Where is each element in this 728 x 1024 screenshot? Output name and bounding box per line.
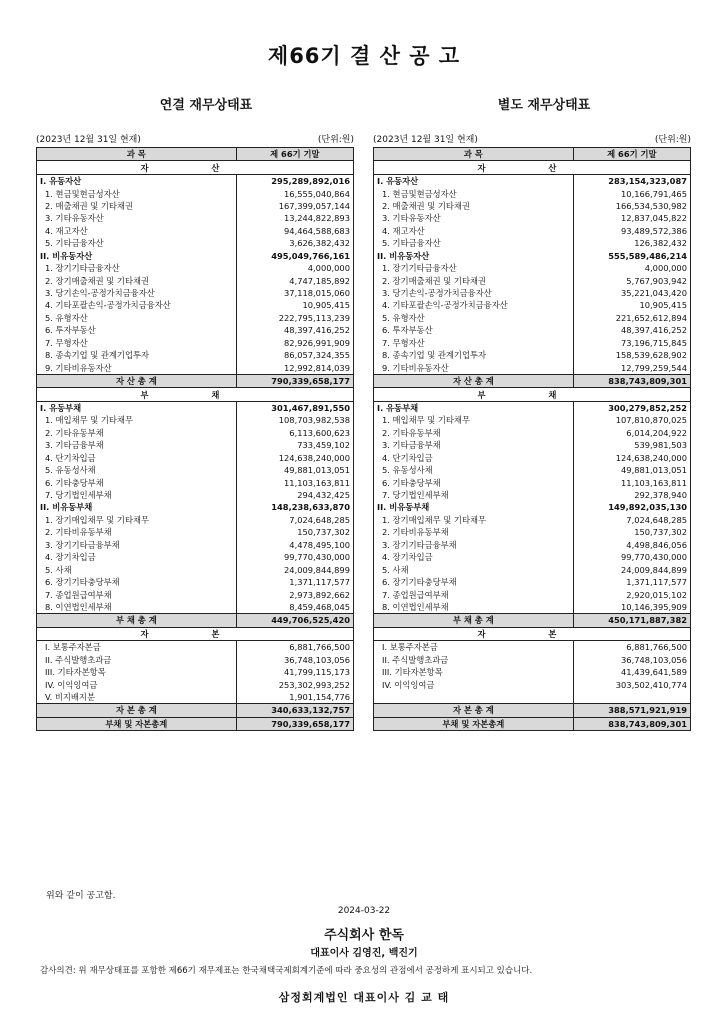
total-row	[374, 614, 691, 627]
group-row	[374, 501, 691, 513]
row-amount: 4,000,000	[236, 262, 353, 274]
table-row	[37, 200, 354, 212]
row-amount: 94,464,588,683	[236, 225, 353, 237]
separate-panel	[373, 134, 691, 731]
section-header-row	[37, 388, 354, 401]
table-row	[374, 349, 691, 361]
row-label: 4. 재고자산	[382, 225, 425, 236]
row-amount: 150,737,302	[236, 526, 353, 538]
table-row	[374, 237, 691, 249]
row-amount: 48,397,416,252	[236, 324, 353, 336]
row-label: 5. 유형자산	[382, 312, 425, 323]
row-label: III. 기타자본항목	[382, 667, 443, 678]
table-row	[37, 489, 354, 501]
row-amount: 10,146,395,909	[573, 601, 690, 614]
row-amount: 167,399,057,144	[236, 200, 353, 212]
row-label: 4. 기타포괄손익-공정가치금융자산	[382, 300, 508, 311]
table-row	[37, 654, 354, 666]
row-amount: 294,432,425	[236, 489, 353, 501]
row-amount: 303,502,410,774	[573, 678, 690, 690]
table-row	[374, 324, 691, 336]
table-row	[374, 514, 691, 526]
row-label: 자 본 총 계	[374, 704, 574, 717]
row-label: 자 산 총 계	[37, 374, 237, 387]
table-row	[374, 200, 691, 212]
row-amount: 790,339,658,177	[236, 374, 353, 387]
table-row	[374, 187, 691, 199]
row-label: 8. 종속기업 및 관계기업투자	[45, 350, 149, 361]
row-amount: 37,118,015,060	[236, 287, 353, 299]
table-row	[37, 337, 354, 349]
row-label: 3. 당기손익-공정가치금융자산	[382, 288, 492, 299]
row-label: 자 본 총 계	[37, 704, 237, 717]
row-label: 9. 기타비유동자산	[45, 362, 112, 373]
row-label: 3. 기타유동자산	[382, 213, 441, 224]
row-label: 1. 현금및현금성자산	[45, 188, 120, 199]
table-row	[37, 274, 354, 286]
table-row	[37, 666, 354, 678]
row-label: I. 유동부채	[377, 402, 419, 413]
total-row	[37, 374, 354, 387]
row-amount: 16,555,040,864	[236, 187, 353, 199]
section-label: 부 채	[37, 388, 354, 401]
group-row	[37, 501, 354, 513]
table-row	[37, 476, 354, 488]
row-label: 5. 유동성사채	[382, 465, 433, 476]
row-label: 4. 재고자산	[45, 225, 88, 236]
row-amount: 35,221,043,420	[573, 287, 690, 299]
row-amount: 12,799,259,544	[573, 361, 690, 374]
row-amount: 107,810,870,025	[573, 414, 690, 426]
row-amount: 300,279,852,252	[573, 401, 690, 414]
section-header-row	[37, 161, 354, 174]
table-row	[37, 262, 354, 274]
row-amount: 99,770,430,000	[573, 551, 690, 563]
row-label: 7. 무형자산	[45, 337, 88, 348]
row-amount: 295,289,892,016	[236, 174, 353, 187]
row-label: 5. 유형자산	[45, 312, 88, 323]
row-label: 3. 기타금융부채	[45, 440, 104, 451]
row-amount: 93,489,572,386	[573, 225, 690, 237]
total-row	[37, 614, 354, 627]
row-label	[374, 691, 574, 704]
total-row	[374, 374, 691, 387]
row-label: 1. 장기기타금융자산	[382, 263, 457, 274]
table-row	[37, 641, 354, 654]
group-row	[374, 174, 691, 187]
row-label: 6. 투자부동산	[45, 325, 96, 336]
row-amount: 301,467,891,550	[236, 401, 353, 414]
row-label: 5. 사채	[382, 564, 409, 575]
table-row	[374, 212, 691, 224]
row-label: 1. 장기매입채무 및 기타채무	[45, 514, 149, 525]
table-row	[374, 427, 691, 439]
row-amount: 126,382,432	[573, 237, 690, 249]
row-label: 7. 당기법인세부채	[382, 490, 449, 501]
table-row	[374, 361, 691, 374]
table-row	[374, 414, 691, 426]
table-row	[37, 439, 354, 451]
row-label: 1. 매입채무 및 기타채무	[45, 415, 133, 426]
table-row	[37, 539, 354, 551]
table-row	[37, 514, 354, 526]
row-label: 6. 기타충당부채	[45, 477, 104, 488]
group-row	[37, 174, 354, 187]
table-row	[37, 312, 354, 324]
table-row	[37, 187, 354, 199]
table-row	[37, 414, 354, 426]
row-amount: 6,881,766,500	[236, 641, 353, 654]
total-row	[37, 704, 354, 717]
table-row	[374, 588, 691, 600]
row-label: 8. 종속기업 및 관계기업투자	[382, 350, 486, 361]
row-amount: 3,626,382,432	[236, 237, 353, 249]
row-label: 2. 기타비유동부채	[45, 527, 112, 538]
row-label: 자 산 총 계	[374, 374, 574, 387]
section-header-row	[374, 161, 691, 174]
row-label: 4. 단기차입금	[382, 452, 433, 463]
row-label: 5. 사채	[45, 564, 72, 575]
section-header-row	[37, 627, 354, 640]
report-date: (2023년 12월 31일 현재)	[36, 135, 141, 145]
row-amount: 283,154,323,087	[573, 174, 690, 187]
row-label: 6. 장기기타충당부채	[45, 577, 120, 588]
row-label: 3. 장기기타금융부채	[382, 539, 457, 550]
row-amount: 24,009,844,899	[236, 563, 353, 575]
group-row	[374, 401, 691, 414]
table-row	[374, 287, 691, 299]
consolidated-balance-sheet	[36, 147, 354, 731]
table-row	[374, 489, 691, 501]
total-row	[374, 717, 691, 730]
row-amount: 4,000,000	[573, 262, 690, 274]
row-label: 7. 종업원급여부채	[382, 589, 449, 600]
row-amount: 124,638,240,000	[573, 452, 690, 464]
table-row	[374, 262, 691, 274]
row-amount: 449,706,525,420	[236, 614, 353, 627]
row-amount: 158,539,628,902	[573, 349, 690, 361]
section-header-row	[374, 627, 691, 640]
row-label: 4. 장기차입금	[45, 552, 96, 563]
row-amount: 150,737,302	[573, 526, 690, 538]
row-label: IV. 이익잉여금	[382, 679, 435, 690]
table-row	[37, 237, 354, 249]
row-label: 1. 현금및현금성자산	[382, 188, 457, 199]
row-amount: 838,743,809,301	[573, 717, 690, 730]
table-row	[374, 452, 691, 464]
table-row	[374, 337, 691, 349]
row-label: 5. 기타금융자산	[45, 238, 104, 249]
table-row	[374, 274, 691, 286]
notice-text: 위와 같이 공고함.	[46, 891, 116, 901]
section-label: 자 본	[374, 627, 691, 640]
row-label: 3. 기타유동자산	[45, 213, 104, 224]
row-label: 부채 및 자본총계	[374, 717, 574, 730]
row-amount: 388,571,921,919	[573, 704, 690, 717]
table-row	[374, 299, 691, 311]
table-row	[374, 312, 691, 324]
table-row	[37, 287, 354, 299]
row-amount: 7,024,648,285	[573, 514, 690, 526]
row-amount: 6,113,600,623	[236, 427, 353, 439]
row-label: V. 비지배지분	[45, 692, 95, 703]
row-label: 2. 기타비유동부채	[382, 527, 449, 538]
row-amount: 166,534,530,982	[573, 200, 690, 212]
table-row	[37, 691, 354, 704]
row-amount: 36,748,103,056	[573, 654, 690, 666]
row-label: 4. 기타포괄손익-공정가치금융자산	[45, 300, 171, 311]
consolidated-panel	[36, 134, 354, 731]
row-label: 2. 기타유동부채	[382, 427, 441, 438]
section-label: 자 산	[37, 161, 354, 174]
group-row	[37, 401, 354, 414]
row-label: 2. 매출채권 및 기타채권	[382, 200, 470, 211]
row-amount: 73,196,715,845	[573, 337, 690, 349]
row-label: I. 유동자산	[40, 176, 82, 187]
column-header-amount: 제 66기 기말	[573, 148, 690, 161]
row-amount: 222,795,113,239	[236, 312, 353, 324]
row-amount: 24,009,844,899	[573, 563, 690, 575]
row-amount: 6,014,204,922	[573, 427, 690, 439]
row-amount: 450,171,887,382	[573, 614, 690, 627]
table-row	[37, 212, 354, 224]
row-amount: 49,881,013,051	[573, 464, 690, 476]
row-label: 5. 기타금융자산	[382, 238, 441, 249]
row-amount: 148,238,633,870	[236, 501, 353, 513]
row-label: 7. 종업원급여부채	[45, 589, 112, 600]
table-row	[37, 452, 354, 464]
table-row	[374, 551, 691, 563]
row-amount	[573, 691, 690, 704]
row-label: III. 기타자본항목	[45, 667, 106, 678]
table-row	[37, 551, 354, 563]
row-label: I. 유동자산	[377, 176, 419, 187]
group-row	[37, 250, 354, 262]
unit-label: (단위:원)	[654, 135, 691, 145]
table-row	[37, 349, 354, 361]
row-label: 4. 장기차입금	[382, 552, 433, 563]
separate-title: 별도 재무상태표	[497, 98, 591, 113]
row-label: 1. 장기매입채무 및 기타채무	[382, 514, 486, 525]
row-amount: 6,881,766,500	[573, 641, 690, 654]
row-label: I. 유동부채	[40, 402, 82, 413]
table-row	[374, 678, 691, 690]
row-amount: 11,103,163,811	[573, 476, 690, 488]
row-label: II. 비유동자산	[377, 250, 430, 261]
table-row	[374, 641, 691, 654]
row-label: I. 보통주자본금	[45, 642, 101, 653]
table-row	[37, 427, 354, 439]
table-row	[37, 526, 354, 538]
row-label: 4. 단기차입금	[45, 452, 96, 463]
table-row	[37, 678, 354, 690]
row-amount: 733,459,102	[236, 439, 353, 451]
table-row	[37, 576, 354, 588]
audit-opinion: 감사의견: 위 재무상태표를 포함한 제66기 재무제표는 한국채택국제회계기준에 따라 중요성의 관점에서 공정하게 표시되고 있습니다.	[40, 966, 533, 976]
row-amount: 48,397,416,252	[573, 324, 690, 336]
row-label: 8. 이연법인세부채	[45, 601, 112, 612]
page-title: 제66기 결 산 공 고	[267, 44, 461, 68]
consolidated-title: 연결 재무상태표	[159, 98, 253, 113]
row-label: 5. 유동성사채	[45, 465, 96, 476]
row-label: II. 주식발행초과금	[382, 654, 449, 665]
row-amount: 12,837,045,822	[573, 212, 690, 224]
table-row	[37, 324, 354, 336]
section-header-row	[374, 388, 691, 401]
row-label: 3. 당기손익-공정가치금융자산	[45, 288, 155, 299]
row-amount: 41,439,641,589	[573, 666, 690, 678]
row-amount: 82,926,991,909	[236, 337, 353, 349]
row-amount: 1,371,117,577	[573, 576, 690, 588]
row-label: 7. 무형자산	[382, 337, 425, 348]
table-row	[374, 666, 691, 678]
table-row	[374, 526, 691, 538]
table-row	[374, 439, 691, 451]
table-row	[37, 225, 354, 237]
table-row	[374, 476, 691, 488]
section-label: 부 채	[374, 388, 691, 401]
row-amount: 2,920,015,102	[573, 588, 690, 600]
row-amount: 4,498,846,056	[573, 539, 690, 551]
row-label: 1. 매입채무 및 기타채무	[382, 415, 470, 426]
table-row	[374, 563, 691, 575]
announcement-date: 2024-03-22	[337, 906, 391, 916]
row-amount: 4,747,185,892	[236, 274, 353, 286]
row-label: IV. 이익잉여금	[45, 679, 98, 690]
row-label: 2. 장기매출채권 및 기타채권	[45, 275, 149, 286]
row-amount: 86,057,324,355	[236, 349, 353, 361]
report-date: (2023년 12월 31일 현재)	[373, 135, 478, 145]
table-row	[374, 464, 691, 476]
table-row	[374, 601, 691, 614]
row-amount: 495,049,766,161	[236, 250, 353, 262]
row-amount: 13,244,822,893	[236, 212, 353, 224]
section-label: 자 산	[374, 161, 691, 174]
row-label: 6. 투자부동산	[382, 325, 433, 336]
row-amount: 1,901,154,776	[236, 691, 353, 704]
row-amount: 790,339,658,177	[236, 717, 353, 730]
table-row	[374, 225, 691, 237]
total-row	[37, 717, 354, 730]
row-label: 2. 매출채권 및 기타채권	[45, 200, 133, 211]
row-label: 6. 장기기타충당부채	[382, 577, 457, 588]
row-label: 7. 당기법인세부채	[45, 490, 112, 501]
table-row	[374, 691, 691, 704]
row-label: II. 비유동부채	[40, 502, 93, 513]
row-amount: 2,973,892,662	[236, 588, 353, 600]
row-amount: 36,748,103,056	[236, 654, 353, 666]
table-row	[37, 361, 354, 374]
row-amount: 555,589,486,214	[573, 250, 690, 262]
row-label: 9. 기타비유동자산	[382, 362, 449, 373]
row-amount: 838,743,809,301	[573, 374, 690, 387]
row-amount: 10,905,415	[573, 299, 690, 311]
row-amount: 41,799,115,173	[236, 666, 353, 678]
row-label: II. 비유동부채	[377, 502, 430, 513]
row-amount: 4,478,495,100	[236, 539, 353, 551]
row-label: I. 보통주자본금	[382, 642, 438, 653]
row-amount: 221,652,612,894	[573, 312, 690, 324]
row-amount: 8,459,468,045	[236, 601, 353, 614]
row-amount: 11,103,163,811	[236, 476, 353, 488]
group-row	[374, 250, 691, 262]
row-amount: 149,892,035,130	[573, 501, 690, 513]
column-header-item: 과 목	[374, 148, 574, 161]
section-label: 자 본	[37, 627, 354, 640]
row-label: 2. 장기매출채권 및 기타채권	[382, 275, 486, 286]
total-row	[374, 704, 691, 717]
column-header-amount: 제 66기 기말	[236, 148, 353, 161]
row-label: 부 채 총 계	[37, 614, 237, 627]
row-amount: 49,881,013,051	[236, 464, 353, 476]
row-label: 1. 장기기타금융자산	[45, 263, 120, 274]
table-row	[37, 588, 354, 600]
table-row	[37, 601, 354, 614]
row-label: II. 주식발행초과금	[45, 654, 112, 665]
row-amount: 539,981,503	[573, 439, 690, 451]
table-row	[37, 299, 354, 311]
row-amount: 292,378,940	[573, 489, 690, 501]
row-amount: 108,703,982,538	[236, 414, 353, 426]
row-label: 2. 기타유동부채	[45, 427, 104, 438]
row-label: 부채 및 자본총계	[37, 717, 237, 730]
unit-label: (단위:원)	[317, 135, 354, 145]
row-amount: 5,767,903,942	[573, 274, 690, 286]
row-amount: 124,638,240,000	[236, 452, 353, 464]
row-amount: 1,371,117,577	[236, 576, 353, 588]
row-amount: 12,992,814,039	[236, 361, 353, 374]
table-row	[374, 539, 691, 551]
row-label: 6. 기타충당부채	[382, 477, 441, 488]
row-amount: 253,302,993,252	[236, 678, 353, 690]
ceo-names: 대표이사 김영진, 백진기	[310, 948, 418, 959]
auditor-name: 삼정회계법인 대표이사 김 교 태	[278, 991, 450, 1004]
row-label: 8. 이연법인세부채	[382, 601, 449, 612]
row-label: II. 비유동자산	[40, 250, 93, 261]
column-header-item: 과 목	[37, 148, 237, 161]
row-amount: 340,633,132,757	[236, 704, 353, 717]
table-row	[374, 654, 691, 666]
row-amount: 99,770,430,000	[236, 551, 353, 563]
row-amount: 10,905,415	[236, 299, 353, 311]
table-row	[37, 464, 354, 476]
separate-balance-sheet	[373, 147, 691, 731]
row-label: 부 채 총 계	[374, 614, 574, 627]
row-amount: 7,024,648,285	[236, 514, 353, 526]
row-label: 3. 장기기타금융부채	[45, 539, 120, 550]
company-name: 주식회사 한독	[324, 928, 404, 943]
table-row	[37, 563, 354, 575]
row-label: 3. 기타금융부채	[382, 440, 441, 451]
table-row	[374, 576, 691, 588]
row-amount: 10,166,791,465	[573, 187, 690, 199]
